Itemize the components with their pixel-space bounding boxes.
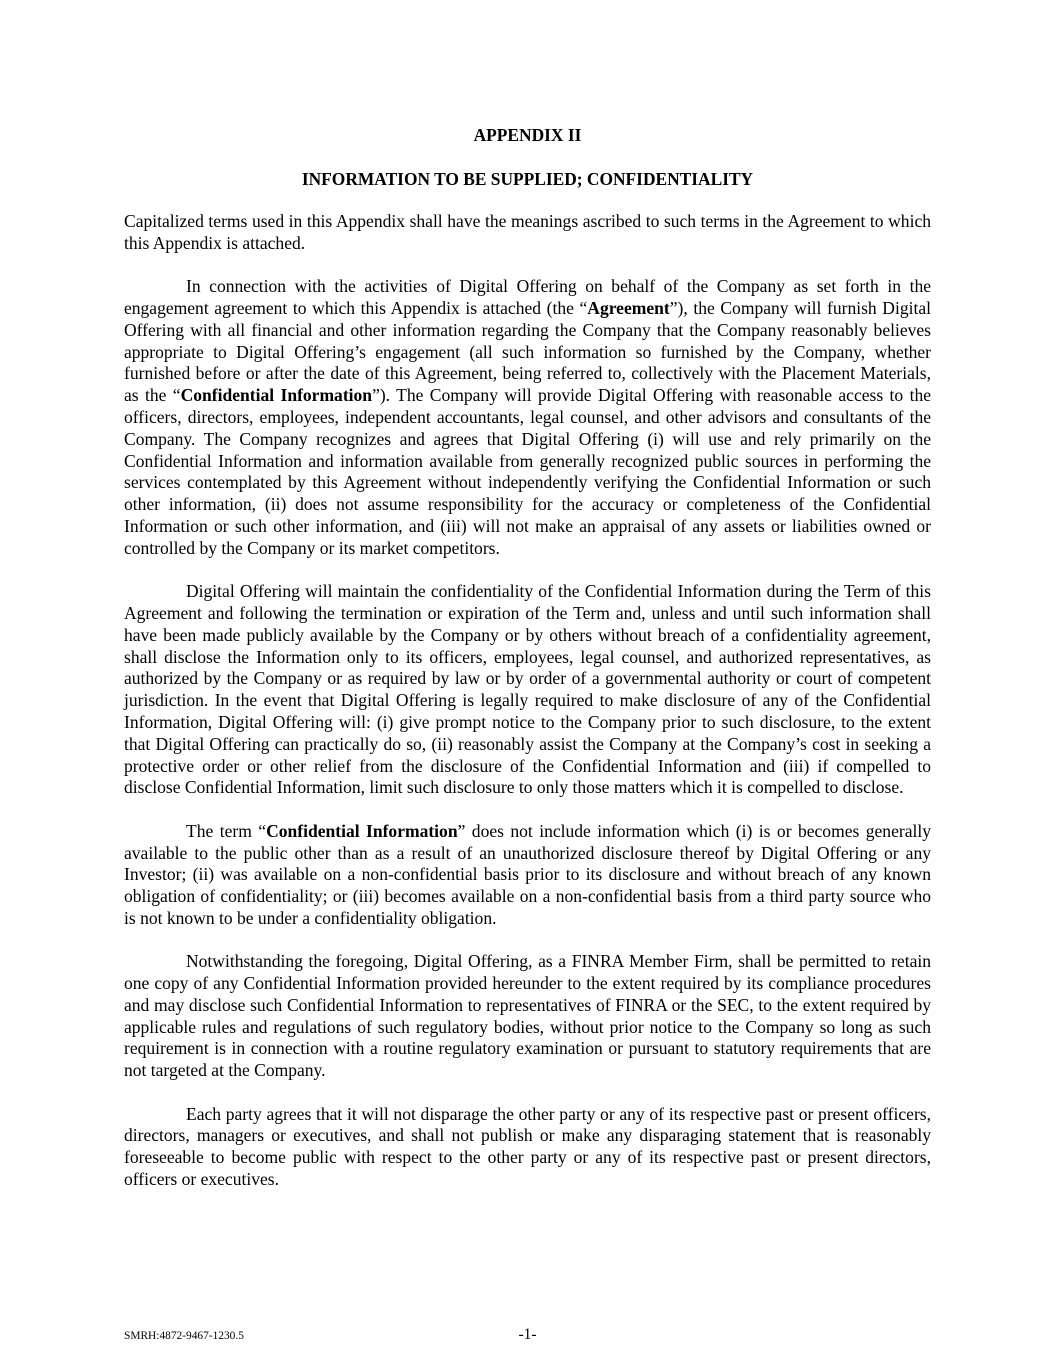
paragraph-information-supplied (124, 276, 931, 559)
defined-term-confidential-information: Confidential Information (180, 385, 373, 406)
section-heading: INFORMATION TO BE SUPPLIED; CONFIDENTIALITY (301, 169, 754, 189)
paragraph-finra-retention: Notwithstanding the foregoing, Digital Offering, as a FINRA Member Firm, shall be permitted to retain one copy of any Confidential Information provided hereunder to the extent required by its compliance procedures and may disclose such Confidential Information to representatives of FINRA or the SEC, to the extent required by applicable rules and regulations of such regulatory bodies, without prior notice to the Company so long as such requirement is in connection with a routine regulatory examination or pursuant to statutory requirements that are not targeted at the Company. (124, 951, 931, 1081)
defined-term-confidential-information: Confidential Information (266, 820, 458, 841)
paragraph-text: ”). The Company will provide Digital Offering with reasonable access to the officers, directors, employees, independent accountants, legal counsel, and other advisors and consultants of the Company. The Company recognizes and agrees that Digital Offering (i) will use and rely primarily on the Confidential Information and information available from generally recognized public sources in performing the services contemplated by this Agreement without independently verifying the Confidential Information or such other information, (ii) does not assume responsibility for the accuracy or completeness of the Confidential Information or such other information, and (iii) will not make an appraisal of any assets or liabilities owned or controlled by the Company or its market competitors. (124, 385, 931, 558)
paragraph-text: ” does not include information which (i) is or becomes generally available to the public other than as a result of an unauthorized disclosure thereof by Digital Offering or any Investor; (ii) was available on a non-confidential basis prior to its disclosure and without breach of any known obligation of confidentiality; or (iii) becomes available on a non-confidential basis from a third party source who is not known to be under a confidentiality obligation. (124, 820, 931, 928)
footer-document-id: SMRH:4872-9467-1230.5 (124, 1330, 244, 1342)
defined-term-agreement: Agreement (587, 297, 670, 318)
paragraph-text: In connection with the activities of Digital Offering on behalf of the Company as set forth in the engagement agreement to which this Appendix is attached (the “ (124, 276, 931, 318)
intro-paragraph: Capitalized terms used in this Appendix shall have the meanings ascribed to such terms in the Agreement to which this Appendix is attached. (124, 211, 931, 253)
footer-page-number: -1- (518, 1326, 537, 1343)
paragraph-text: The term “ (186, 820, 267, 841)
page-title: APPENDIX II (473, 125, 582, 145)
paragraph-exclusions (124, 821, 931, 930)
paragraph-non-disparagement: Each party agrees that it will not disparage the other party or any of its respective past or present officers, directors, managers or executives, and shall not publish or make any disparaging statement that is reasonably foreseeable to become public with respect to the other party or any of its respective past or present directors, officers or executives. (124, 1103, 931, 1190)
document-body (124, 211, 931, 1212)
paragraph-text: ”), the Company will furnish Digital Offering with all financial and other information regarding the Company that the Company reasonably believes appropriate to Digital Offering’s engagement (all such information so furnished by the Company, whether furnished before or after the date of this Agreement, being referred to, collectively with the Placement Materials, as the “ (124, 297, 931, 406)
paragraph-confidentiality: Digital Offering will maintain the confidentiality of the Confidential Information during the Term of this Agreement and following the termination or expiration of the Term and, unless and until such information shall have been made publicly available by the Company or by others without breach of a confidentiality agreement, shall disclose the Information only to its officers, employees, legal counsel, and authorized representatives, as authorized by the Company or as required by law or by order of a governmental authority or court of competent jurisdiction. In the event that Digital Offering is legally required to make disclosure of any of the Confidential Information, Digital Offering will: (i) give prompt notice to the Company prior to such disclosure, to the extent that Digital Offering can practically do so, (ii) reasonably assist the Company at the Company’s cost in seeking a protective order or other relief from the disclosure of the Confidential Information and (iii) if compelled to disclose Confidential Information, limit such disclosure to only those matters which it is compelled to disclose. (124, 581, 931, 798)
